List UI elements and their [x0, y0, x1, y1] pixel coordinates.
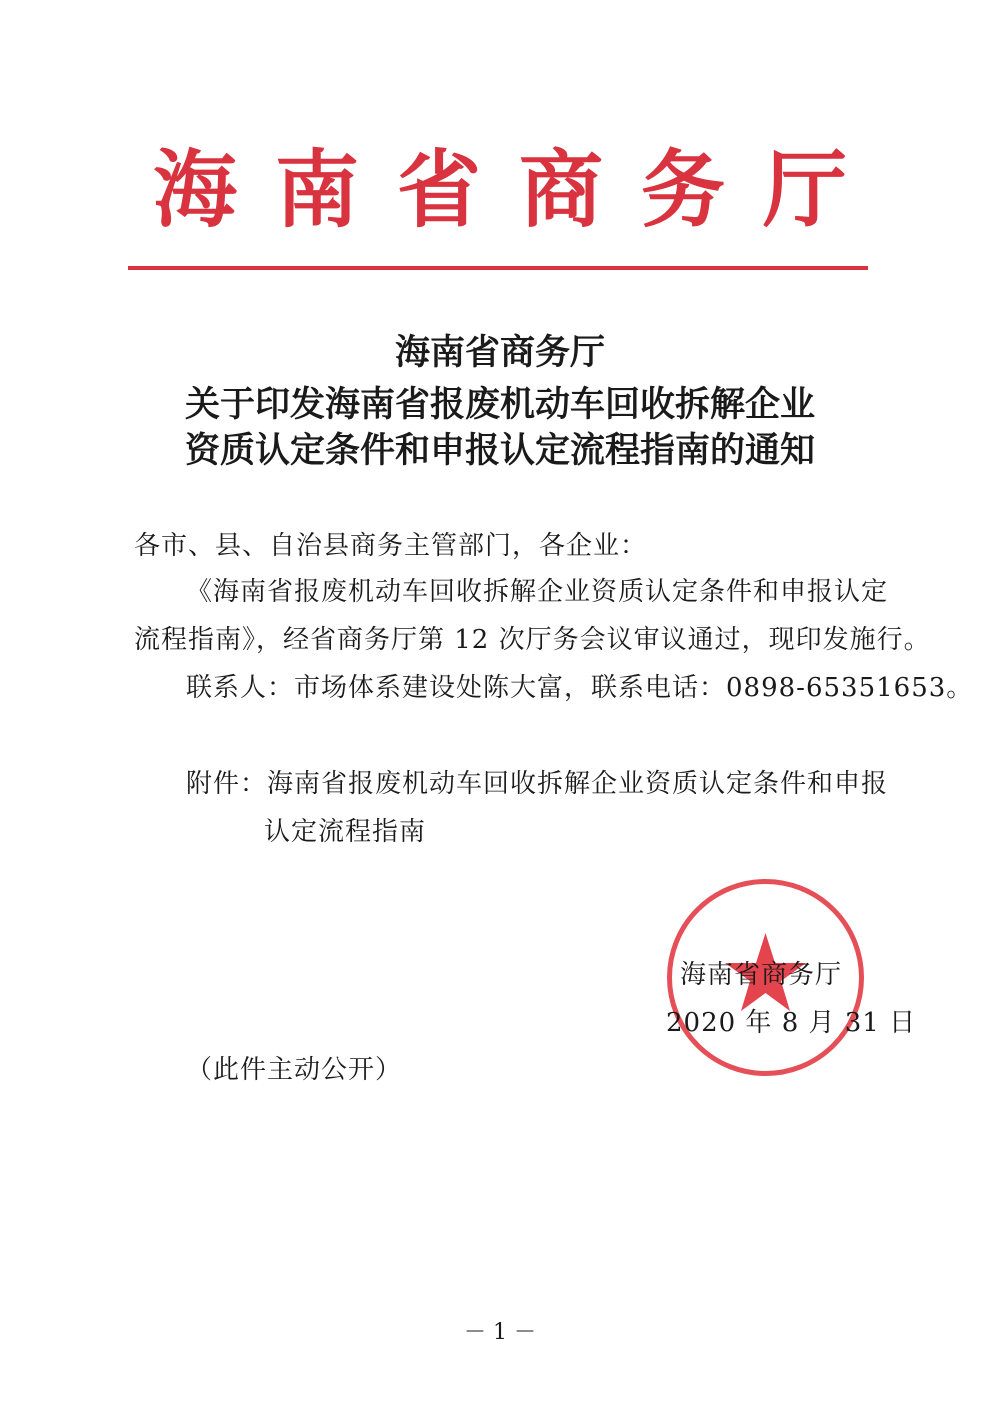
attachment-line-1: 附件：海南省报废机动车回收拆解企业资质认定条件和申报 [186, 769, 889, 799]
salutation: 各市、县、自治县商务主管部门，各企业： [134, 531, 648, 561]
letterhead-red-rule [128, 266, 868, 270]
paragraph-1-line-2: 流程指南》，经省商务厅第 12 次厅务会议审议通过，现印发施行。 [134, 625, 931, 655]
document-title-line-3: 资质认定条件和申报认定流程指南的通知 [184, 430, 815, 471]
letterhead-title: 海南省商务厅 [152, 140, 885, 239]
document-title-line-1: 海南省商务厅 [394, 332, 605, 373]
issuer-name: 海南省商务厅 [680, 960, 843, 990]
page-number: － 1 － [464, 1320, 536, 1345]
attachment-line-2: 认定流程指南 [264, 817, 427, 847]
disclosure-note: （此件主动公开） [186, 1055, 403, 1085]
paragraph-1-line-1: 《海南省报废机动车回收拆解企业资质认定条件和申报认定 [186, 577, 889, 607]
document-title-line-2: 关于印发海南省报废机动车回收拆解企业 [184, 384, 815, 425]
contact-line: 联系人：市场体系建设处陈大富，联系电话：0898-65351653。 [186, 673, 974, 703]
issue-date: 2020 年 8 月 31 日 [666, 1008, 917, 1038]
